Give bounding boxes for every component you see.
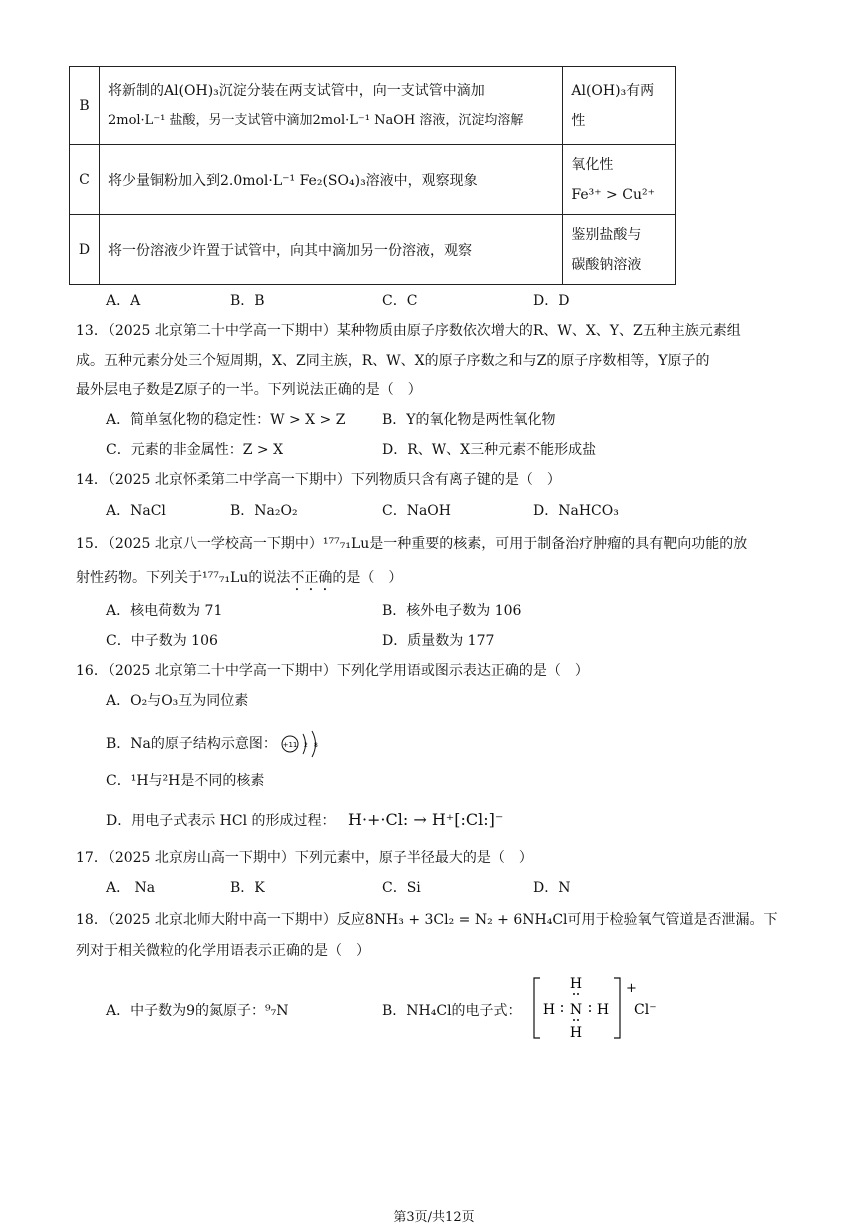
question-15-text: 的说法 xyxy=(248,570,291,586)
desc-line: 将少量铜粉加入到2.0mol·L⁻¹ Fe₂(SO₄)₃溶液中，观察现象 xyxy=(107,172,478,189)
nuclide-symbol: ¹⁷⁷₇₁Lu xyxy=(322,536,370,552)
nitrogen-center: N xyxy=(569,1002,583,1018)
question-15-text: 射性药物。下列关于 xyxy=(76,570,202,586)
option-d: D．质量数为 177 xyxy=(382,633,495,649)
row-description xyxy=(99,215,562,285)
option-a: A．核电荷数为 71 xyxy=(106,603,223,619)
row-result xyxy=(563,215,676,285)
ammonium-charge: + xyxy=(626,981,637,996)
option-d-text: D．用电子式表示 HCl 的形成过程： xyxy=(106,813,336,829)
nucleus-label: +11 xyxy=(282,741,298,749)
option-d: D．R、W、X三种元素不能形成盐 xyxy=(382,442,597,458)
option-a: A． Na xyxy=(106,880,156,896)
desc-line: 2mol·L⁻¹ 盐酸，另一支试管中滴加2mol·L⁻¹ NaOH 溶液，沉淀均溶解 xyxy=(107,112,524,128)
row-letter: C xyxy=(70,145,100,215)
option-b: B．Y的氧化物是两性氧化物 xyxy=(382,412,556,428)
question-15-text: 的是（ ） xyxy=(332,570,403,586)
option-a: A．中子数为9的氮原子：⁹₇N xyxy=(106,1003,289,1019)
option-b: B．NH₄Cl的电子式： xyxy=(382,1003,522,1019)
question-17-line: 17．（2025 北京房山高一下期中）下列元素中，原子半径最大的是（ ） xyxy=(76,850,533,866)
desc-line: 将新制的Al(OH)₃沉淀分装在两支试管中，向一支试管中滴加 xyxy=(107,82,485,99)
result-line: Al(OH)₃有两 xyxy=(571,82,655,99)
option-a: A．O₂与O₃互为同位素 xyxy=(106,693,249,709)
shell-1-count: 2 xyxy=(304,742,309,749)
question-15-text: 是一种重要的核素，可用于制备治疗肿瘤的具有靶向功能的放 xyxy=(369,536,748,552)
hcl-formation-formula: H·+·Cl: → H⁺[:Cl:]⁻ xyxy=(347,810,504,829)
hydrogen-right: H xyxy=(596,1002,610,1018)
row-description xyxy=(99,67,562,145)
result-line: 氧化性 xyxy=(571,156,614,173)
option-d: D．D xyxy=(533,293,570,309)
atom-structure-icon xyxy=(281,729,329,759)
result-line: Fe³⁺ > Cu²⁺ xyxy=(571,186,655,203)
option-a: A．A xyxy=(106,293,141,309)
option-a: A．简单氢化物的稳定性：W > X > Z xyxy=(106,412,346,428)
page-footer: 第3页/共12页 xyxy=(393,1210,475,1225)
row-letter: D xyxy=(70,215,100,285)
question-18-line: 18．（2025 北京北师大附中高一下期中）反应8NH₃ + 3Cl₂ = N₂ + 6NH₄Cl可用于检验氧气管道是否泄漏。下 xyxy=(76,912,778,928)
emphasis-text: 不正确 xyxy=(290,570,333,586)
question-13-line: 成。五种元素分处三个短周期，X、Z同主族，R、W、X的原子序数之和与Z的原子序数相等，Y原子的 xyxy=(76,353,710,369)
nuclide-symbol: ¹⁷⁷₇₁Lu xyxy=(202,570,249,586)
desc-line: 将一份溶液少许置于试管中，向其中滴加另一份溶液，观察 xyxy=(107,242,472,259)
option-b: B．核外电子数为 106 xyxy=(382,603,522,619)
table-row xyxy=(70,215,676,285)
table-row xyxy=(70,67,676,145)
experiment-table xyxy=(69,66,676,285)
option-c: C．中子数为 106 xyxy=(106,633,218,649)
chloride-ion: Cl⁻ xyxy=(634,1002,657,1018)
result-line: 性 xyxy=(571,112,586,129)
option-d: D．N xyxy=(533,880,571,896)
option-b-text: B．Na的原子结构示意图： xyxy=(106,736,277,752)
option-d xyxy=(106,810,503,830)
question-15-prefix: 15．（2025 北京八一学校高一下期中） xyxy=(76,536,323,552)
option-c: C．NaOH xyxy=(382,503,451,519)
result-line: 鉴别盐酸与 xyxy=(571,226,642,243)
row-description xyxy=(99,145,562,215)
table-row xyxy=(70,145,676,215)
option-d: D．NaHCO₃ xyxy=(533,503,619,519)
option-c: C．¹H与²H是不同的核素 xyxy=(106,773,265,789)
option-b: B．B xyxy=(230,293,265,309)
option-b: B．Na₂O₂ xyxy=(230,503,298,519)
row-result xyxy=(563,145,676,215)
option-b: B．K xyxy=(230,880,265,896)
option-c: C．Si xyxy=(382,880,421,896)
nh4cl-electron-formula xyxy=(530,972,660,1042)
option-b xyxy=(106,729,329,759)
hydrogen-left: H xyxy=(542,1002,556,1018)
shell-2-count: 8 xyxy=(314,742,319,749)
question-13-line: 最外层电子数是Z原子的一半。下列说法正确的是（ ） xyxy=(76,382,422,398)
row-result xyxy=(563,67,676,145)
question-13-line: 13．（2025 北京第二十中学高一下期中）某种物质由原子序数依次增大的R、W、X、Y、Z五种主族元素组 xyxy=(76,323,741,339)
row-letter: B xyxy=(70,67,100,145)
question-15-line xyxy=(76,533,747,553)
option-c: C．C xyxy=(382,293,418,309)
hydrogen-top: H xyxy=(569,976,583,992)
question-14-line: 14．（2025 北京怀柔第二中学高一下期中）下列物质只含有离子键的是（ ） xyxy=(76,472,561,488)
question-16-line: 16．（2025 北京第二十中学高一下期中）下列化学用语或图示表达正确的是（ ） xyxy=(76,663,589,679)
hydrogen-bottom: H xyxy=(569,1025,583,1041)
question-18-line: 列对于相关微粒的化学用语表示正确的是（ ） xyxy=(76,943,370,959)
option-c: C．元素的非金属性：Z > X xyxy=(106,442,284,458)
question-15-line xyxy=(76,567,402,594)
option-a: A．NaCl xyxy=(106,503,166,519)
result-line: 碳酸钠溶液 xyxy=(571,256,642,273)
